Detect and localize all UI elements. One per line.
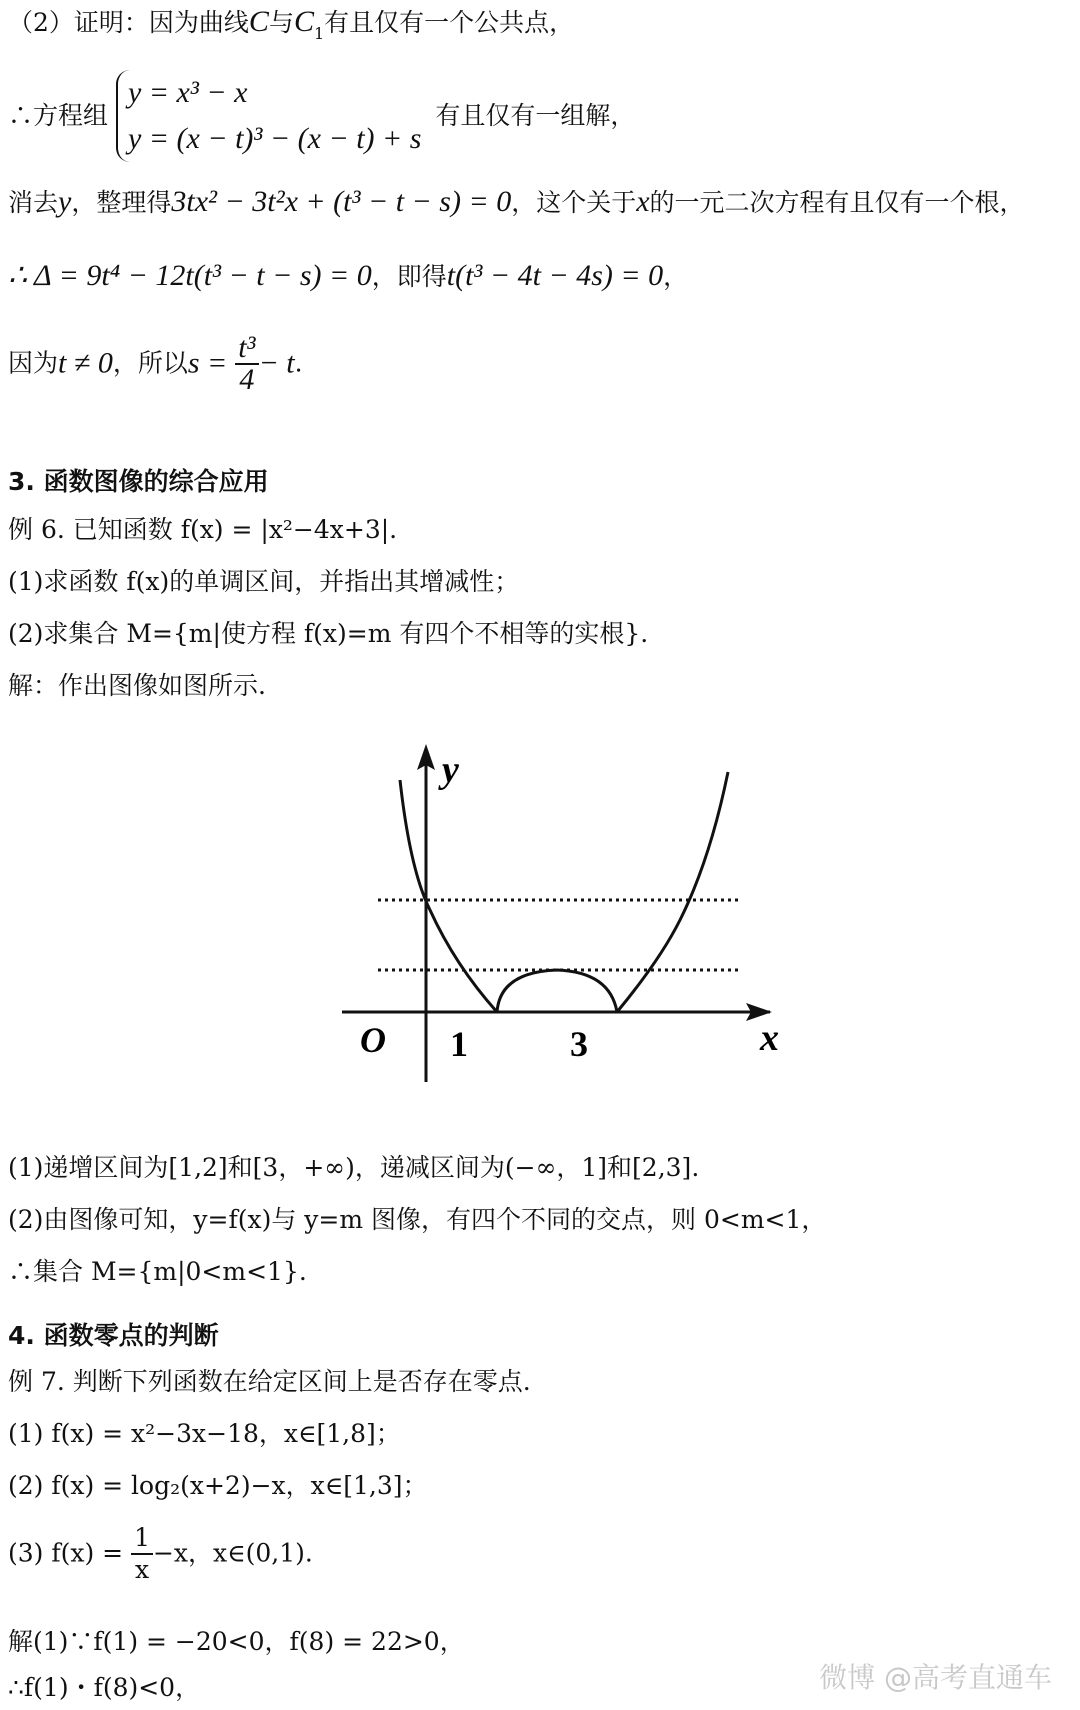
since-end: . [294, 348, 303, 378]
example-7-solution-1: 解(1)∵f(1) = −20<0，f(8) = 22>0， [8, 1627, 465, 1656]
example-6-q2: (2)求集合 M={m|使方程 f(x)=m 有四个不相等的实根}. [8, 619, 649, 648]
elim-mid: ，整理得 [71, 188, 172, 217]
fraction-numerator: t³ [235, 333, 258, 365]
delta-mid: ，即得 [371, 262, 447, 291]
curve-c1: C [293, 5, 314, 38]
curve-c1-sub: 1 [313, 24, 325, 43]
minus-t: − t [258, 346, 295, 380]
elimination-line [8, 186, 1025, 219]
elim-tail: ，这个关于 [511, 188, 637, 217]
tick-label-1: 1 [450, 1024, 468, 1064]
proof-tail: 有且仅有一个公共点， [324, 8, 575, 37]
q3-denominator: x [134, 1554, 150, 1584]
answer-6-2: (2)由图像可知，y=f(x)与 y=m 图像，有四个不同的交点，则 0<m<1， [8, 1205, 827, 1234]
example-7-q1: (1) f(x) = x²−3x−18，x∈[1,8]； [8, 1419, 401, 1448]
system-prefix: ∴方程组 [8, 101, 109, 130]
proof-part2-line [8, 6, 574, 42]
factored-expression: t(t³ − 4t − 4s) = 0 [446, 259, 664, 292]
example-7-q2: (2) f(x) = log₂(x+2)−x，x∈[1,3]； [8, 1471, 428, 1500]
conclusion-line [8, 330, 303, 396]
tick-label-3: 3 [570, 1024, 588, 1064]
system-suffix: 有且仅有一组解， [435, 101, 636, 130]
answer-6-3: ∴集合 M={m|0<m<1}. [8, 1257, 307, 1286]
origin-label: O [360, 1020, 386, 1060]
answer-6-1: (1)递增区间为[1,2]和[3，+∞)，递减区间为(−∞，1]和[2,3]. [8, 1153, 700, 1182]
since-pre: 因为 [8, 348, 59, 378]
t-nonzero: t ≠ 0 [58, 346, 113, 380]
delta-end: ， [663, 262, 689, 291]
curve-right-branch [617, 772, 728, 1012]
elim-y: y [58, 185, 72, 218]
proof-label: （2）证明：因为曲线 [8, 8, 249, 37]
fraction-denominator: 4 [239, 362, 255, 396]
q3-pre: (3) f(x) = [8, 1538, 124, 1568]
elim-tail2: 的一元二次方程有且仅有一个根， [649, 188, 1025, 217]
q3-numerator: 1 [131, 1523, 153, 1555]
equation-1: y = x³ − x [127, 76, 248, 109]
discriminant-expression: ∴ Δ = 9t⁴ − 12t(t³ − t − s) = 0 [8, 259, 372, 292]
example-7-solution-2: ∴f(1)・f(8)<0， [8, 1673, 201, 1702]
section-3-heading: 3. 函数图像的综合应用 [8, 467, 269, 496]
q3-post: −x，x∈(0,1). [152, 1538, 313, 1568]
example-7-title: 例 7. 判断下列函数在给定区间上是否存在零点. [8, 1367, 531, 1396]
fraction-1-over-x [131, 1523, 153, 1585]
equation-2: y = (x − t)³ − (x − t) + s [127, 122, 422, 155]
fraction-t3-over-4 [235, 330, 258, 396]
function-graph [320, 720, 820, 1100]
curve-left-branch [400, 780, 497, 1012]
discriminant-line [8, 260, 688, 293]
example-6-solution: 解：作出图像如图所示. [8, 671, 266, 700]
example-7-q3 [8, 1520, 313, 1586]
curve-c: C [248, 5, 269, 38]
example-6-q1: (1)求函数 f(x)的单调区间，并指出其增减性； [8, 567, 520, 596]
x-axis-label: x [760, 1017, 779, 1059]
watermark: 微博 @高考直通车 [819, 1661, 1052, 1694]
section-4-heading: 4. 函数零点的判断 [8, 1321, 219, 1350]
with-word: 与 [268, 8, 294, 37]
equation-system-line [8, 70, 635, 162]
since-mid: ，所以 [112, 348, 188, 378]
elim-pre: 消去 [8, 188, 59, 217]
s-equals: s = [187, 346, 228, 380]
quadratic-expression: 3tx² − 3t²x + (t³ − t − s) = 0 [171, 185, 512, 218]
y-axis-label: y [442, 749, 459, 791]
equation-system [116, 70, 421, 162]
curve-middle-arc [497, 970, 617, 1012]
elim-x: x [636, 185, 650, 218]
example-6-title: 例 6. 已知函数 f(x) = |x²−4x+3|. [8, 515, 398, 544]
